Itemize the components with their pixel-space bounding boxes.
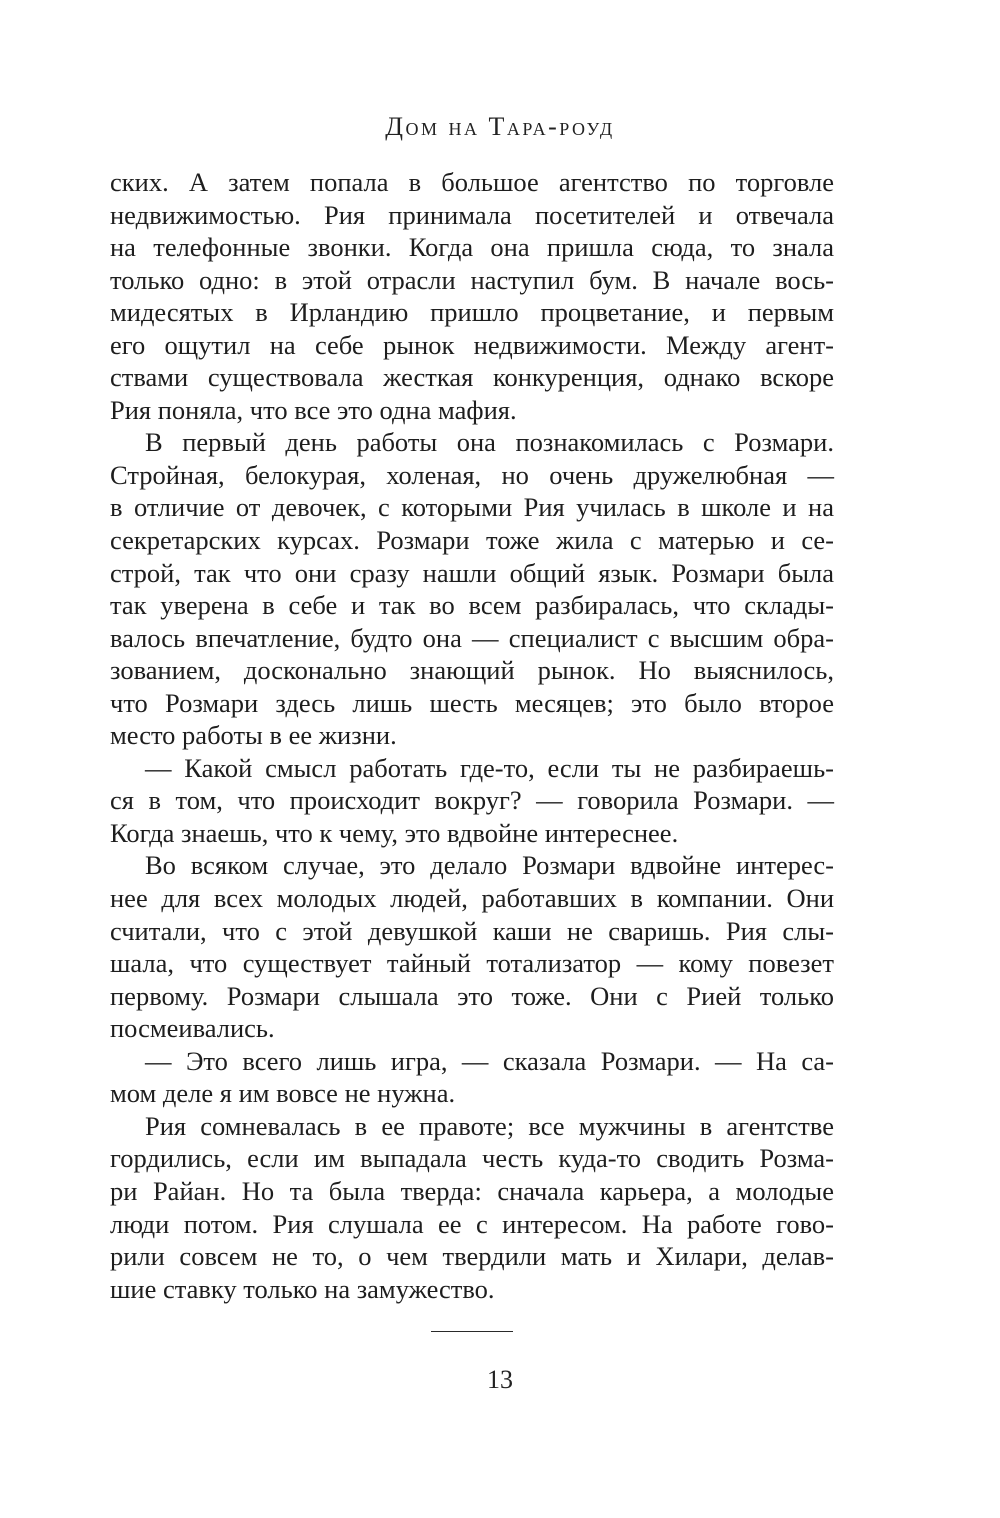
text-line: Когда знаешь, что к чему, это вдвойне интереснее. xyxy=(110,817,679,848)
text-line: — Это всего лишь игра, — сказала Розмари. — На са- xyxy=(145,1045,834,1076)
text-line: недвижимостью. Рия принимала посетителей и отвечала xyxy=(110,199,834,230)
text-line: ствами существовала жесткая конкуренция, однако вскоре xyxy=(110,362,834,393)
text-line: шие ставку только на замужество. xyxy=(110,1273,495,1304)
text-line: рили совсем не то, о чем твердили мать и Хилари, делав- xyxy=(110,1241,834,1272)
text-line: люди потом. Рия слушала ее с интересом. На работе гово- xyxy=(110,1208,834,1239)
text-line: первому. Розмари слышала это тоже. Они с Рией только xyxy=(110,980,834,1011)
text-line: зованием, досконально знающий рынок. Но выяснилось, xyxy=(110,655,834,686)
text-line: только одно: в этой отрасли наступил бум. В начале вось- xyxy=(110,264,834,295)
text-line: что Розмари здесь лишь шесть месяцев; это было второе xyxy=(110,687,834,718)
text-line: мидесятых в Ирландию пришло процветание, и первым xyxy=(110,297,834,328)
text-line: считали, что с этой девушкой каши не сваришь. Рия слы- xyxy=(110,915,834,946)
text-line: ся в том, что происходит вокруг? — говорила Розмари. — xyxy=(110,785,834,816)
text-line: Стройная, белокурая, холеная, но очень дружелюбная — xyxy=(110,459,834,490)
text-line: место работы в ее жизни. xyxy=(110,720,397,751)
text-line: Рия сомневалась в ее правоте; все мужчины в агентстве xyxy=(145,1110,834,1141)
text-line: ри Райан. Но та была тверда: сначала карьера, а молодые xyxy=(110,1175,834,1206)
text-line: его ощутил на себе рынок недвижимости. Между агент- xyxy=(110,329,834,360)
text-line: посмеивались. xyxy=(110,1013,275,1044)
text-line: валось впечатление, будто она — специалист с высшим обра- xyxy=(110,622,834,653)
text-line: В первый день работы она познакомилась с Розмари. xyxy=(145,427,834,458)
text-line: строй, так что они сразу нашли общий язык. Розмари была xyxy=(110,557,834,588)
text-line: на телефонные звонки. Когда она пришла сюда, то знала xyxy=(110,232,834,263)
text-line: Во всяком случае, это делало Розмари вдвойне интерес- xyxy=(145,850,834,881)
page-number: 13 xyxy=(487,1365,513,1394)
footer-rule xyxy=(431,1331,513,1332)
text-line: — Какой смысл работать где-то, если ты не разбираешь- xyxy=(145,752,834,783)
body-text xyxy=(110,166,834,1305)
text-line: так уверена в себе и так во всем разбиралась, что склады- xyxy=(110,590,834,621)
running-head: Дом на Тара-роуд xyxy=(385,112,615,141)
text-line: Рия поняла, что все это одна мафия. xyxy=(110,394,517,425)
text-line: гордились, если им выпадала честь куда-то сводить Розма- xyxy=(110,1143,834,1174)
text-line: нее для всех молодых людей, работавших в компании. Они xyxy=(110,883,834,914)
text-line: в отличие от девочек, с которыми Рия училась в школе и на xyxy=(110,492,834,523)
text-line: ских. А затем попала в большое агентство по торговле xyxy=(110,167,834,197)
text-line: секретарских курсах. Розмари тоже жила с матерью и се- xyxy=(110,525,834,556)
text-line: шала, что существует тайный тотализатор — кому повезет xyxy=(110,948,834,979)
text-line: мом деле я им вовсе не нужна. xyxy=(110,1078,456,1109)
